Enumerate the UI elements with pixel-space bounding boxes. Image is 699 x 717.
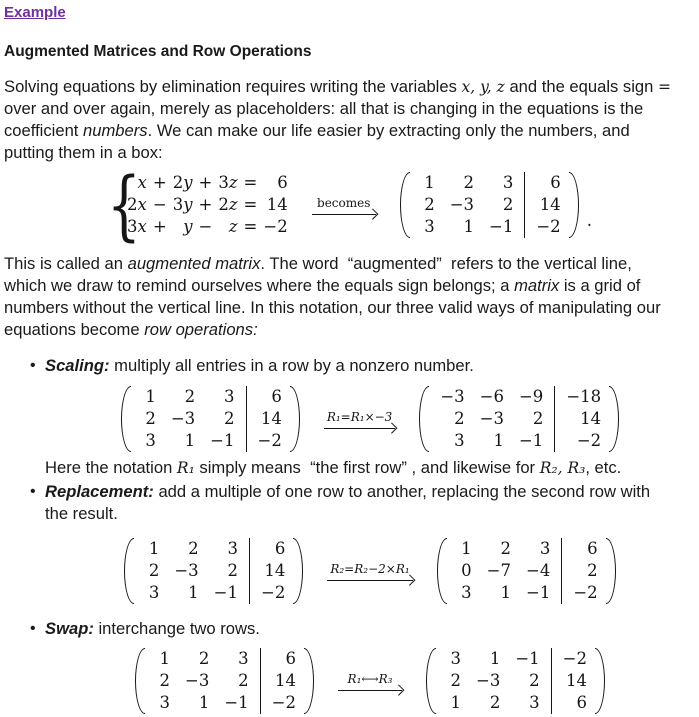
replacement-arrow — [327, 562, 412, 581]
text-line — [4, 319, 695, 341]
matrix-cell: −9 — [518, 387, 544, 406]
matrix-cell: 6 — [524, 172, 566, 194]
matrix-grid — [134, 538, 293, 604]
bullet-replacement-body — [45, 481, 695, 612]
matrix-grid — [131, 386, 290, 452]
matrix-cell: 2 — [561, 560, 603, 582]
matrix-cell: −3 — [449, 195, 475, 214]
swap-left-matrix — [135, 648, 314, 714]
equation-cell: + — [198, 195, 213, 214]
text-segment: Scaling: — [45, 356, 110, 375]
matrix-cell: 2 — [529, 671, 540, 690]
text-segment: . The word “augmented” refers to the vertical line, — [260, 254, 632, 273]
text-segment: putting them in a box: — [4, 143, 163, 162]
matrix-cell: −1 — [518, 431, 544, 450]
matrix-cell: 2 — [238, 671, 249, 690]
matrix-cell: 2 — [500, 539, 511, 558]
matrix-cell: −7 — [486, 561, 511, 580]
replacement-display — [45, 538, 695, 604]
matrix-cell: 14 — [246, 408, 288, 430]
matrix-cell: 3 — [227, 539, 238, 558]
text-segment: R₂, R₃ — [539, 459, 586, 477]
matrix-cell: 3 — [159, 693, 171, 712]
text-line — [45, 355, 695, 377]
bullet-swap-body — [45, 618, 695, 714]
text-line — [4, 76, 695, 98]
matrix-cell: 3 — [454, 431, 465, 450]
matrix-cell: −6 — [479, 387, 504, 406]
arrow-label-becomes: becomes — [317, 195, 371, 210]
left-paren-icon — [121, 386, 131, 452]
equation-cell: + — [198, 173, 213, 192]
equation-cell: 2x — [127, 195, 147, 214]
matrix-cell: −3 — [170, 409, 196, 428]
example-link[interactable]: Example — [4, 4, 66, 21]
equation-cell: 3y — [172, 195, 193, 214]
equation-cell: − — [152, 195, 167, 214]
equation-cell: = — [243, 217, 258, 236]
matrix-cell: 2 — [188, 539, 199, 558]
left-curly-brace-icon — [107, 172, 127, 238]
becomes-display — [4, 172, 695, 238]
bullet-scaling-body — [45, 355, 695, 479]
equation-cell: y — [183, 217, 193, 236]
bullet-icon — [30, 481, 45, 612]
text-segment: simply means “the first row” , and likewise for — [194, 458, 540, 477]
equation-cell: 2z — [218, 195, 238, 214]
becomes-arrow — [312, 196, 376, 215]
matrix-cell: 2 — [489, 693, 501, 712]
matrix-cell: −2 — [249, 582, 291, 604]
matrix-cell: 2 — [227, 561, 238, 580]
matrix-cell: −2 — [260, 692, 302, 714]
replacement-result-matrix — [437, 538, 616, 604]
scaling-arrow — [324, 410, 396, 429]
arrow-label-replacement: R₂=R₂−2×R₁ — [330, 561, 410, 576]
text-segment: Here the notation — [45, 458, 177, 477]
matrix-cell: 2 — [198, 649, 210, 668]
text-segment: which we draw to remind ourselves where the equals sign belongs; a — [4, 276, 515, 295]
right-paren-icon — [569, 172, 579, 238]
equation-cell: 6 — [277, 173, 288, 192]
matrix-cell: 6 — [260, 648, 302, 670]
matrix-cell: 2 — [424, 195, 435, 214]
left-paren-icon — [426, 648, 436, 714]
matrix-cell: 2 — [450, 671, 461, 690]
augmented-matrix-original — [400, 172, 579, 238]
bullet-swap — [4, 618, 695, 714]
text-segment: numbers without the vertical line. In this notation, our three valid ways of manipulating our — [4, 298, 661, 317]
text-segment: row operations: — [144, 320, 258, 339]
text-segment: = — [657, 78, 671, 96]
equation-system — [107, 172, 288, 238]
matrix-cell: 3 — [424, 217, 435, 236]
matrix-cell: 3 — [450, 649, 461, 668]
matrix-cell: 3 — [461, 583, 472, 602]
matrix-cell: 1 — [463, 217, 475, 236]
scaling-text — [45, 355, 695, 377]
text-line — [4, 98, 695, 120]
text-segment: the result. — [45, 504, 118, 523]
matrix-cell: −1 — [224, 693, 249, 712]
right-paren-icon — [293, 538, 303, 604]
right-arrow-icon — [312, 210, 376, 215]
matrix-cell: −1 — [210, 431, 235, 450]
scaling-display — [45, 386, 695, 452]
matrix-cell: −3 — [479, 409, 504, 428]
swap-arrow — [338, 672, 402, 691]
matrix-cell: −1 — [489, 217, 514, 236]
matrix-cell: 2 — [463, 173, 475, 192]
matrix-cell: −2 — [524, 216, 566, 238]
right-arrow-icon — [338, 686, 402, 691]
matrix-cell: −3 — [476, 671, 501, 690]
text-segment: R₁ — [176, 459, 195, 477]
right-paren-icon — [595, 648, 605, 714]
matrix-cell: −3 — [174, 561, 199, 580]
sentence-period: . — [586, 211, 592, 230]
matrix-cell: 14 — [551, 670, 593, 692]
swap-result-matrix — [426, 648, 605, 714]
text-segment: coefficient — [4, 121, 84, 140]
swap-text — [45, 618, 695, 640]
matrix-cell: −3 — [185, 671, 210, 690]
augmented-matrix-paragraph — [4, 253, 695, 341]
matrix-cell: 14 — [524, 194, 566, 216]
text-line — [45, 457, 695, 479]
equation-cell: = — [243, 173, 258, 192]
left-paren-icon — [135, 648, 145, 714]
text-segment: x, y, z — [461, 78, 505, 96]
right-paren-icon — [609, 386, 619, 452]
equation-cell: + — [152, 217, 167, 236]
matrix-cell: 1 — [493, 431, 504, 450]
matrix-cell: 0 — [461, 561, 472, 580]
equation-cell: − — [198, 217, 213, 236]
equation-cell: 3x — [127, 217, 147, 236]
matrix-cell: 1 — [500, 583, 511, 602]
text-line — [45, 503, 695, 525]
matrix-cell: 14 — [260, 670, 302, 692]
matrix-cell: 6 — [249, 538, 291, 560]
matrix-cell: 3 — [238, 649, 249, 668]
matrix-cell: 6 — [561, 538, 603, 560]
matrix-cell: 3 — [145, 431, 156, 450]
equation-grid — [127, 172, 288, 238]
text-segment: equations become — [4, 320, 145, 339]
matrix-cell: 1 — [450, 693, 461, 712]
text-segment: augmented matrix — [127, 254, 261, 273]
text-segment: add a multiple of one row to another, replacing the second row with — [153, 482, 651, 501]
equation-cell: z — [228, 217, 238, 236]
bullet-icon — [30, 355, 45, 479]
scaling-left-matrix — [121, 386, 300, 452]
matrix-cell: 3 — [529, 693, 540, 712]
matrix-cell: −18 — [554, 386, 607, 408]
text-segment: numbers — [83, 121, 148, 140]
row-notation-note — [45, 457, 695, 479]
replacement-left-matrix — [124, 538, 303, 604]
matrix-cell: 1 — [461, 539, 472, 558]
right-paren-icon — [606, 538, 616, 604]
text-segment: and the equals sign — [504, 77, 658, 96]
right-arrow-icon — [324, 424, 396, 429]
matrix-cell: 2 — [502, 195, 514, 214]
matrix-cell: 2 — [159, 671, 171, 690]
matrix-cell: 1 — [198, 693, 210, 712]
text-line — [45, 618, 695, 640]
text-segment: matrix — [514, 276, 560, 295]
text-line — [4, 297, 695, 319]
matrix-cell: 1 — [159, 649, 171, 668]
matrix-cell: 2 — [454, 409, 465, 428]
bullet-icon — [30, 618, 45, 714]
text-segment: , etc. — [585, 458, 622, 477]
text-segment: Solving equations by elimination requires writing the variables — [4, 77, 462, 96]
matrix-cell: 1 — [145, 387, 156, 406]
matrix-cell: −2 — [554, 430, 607, 452]
matrix-cell: −4 — [526, 561, 551, 580]
left-paren-icon — [400, 172, 410, 238]
matrix-cell: 6 — [551, 692, 593, 714]
arrow-label-swap: R₁⟷R₃ — [347, 671, 393, 686]
matrix-cell: −1 — [526, 583, 551, 602]
equation-cell: = — [243, 195, 258, 214]
replacement-text — [45, 481, 695, 525]
matrix-cell: 1 — [184, 431, 196, 450]
matrix-cell: 3 — [502, 173, 514, 192]
equation-cell: x — [137, 173, 147, 192]
left-paren-icon — [419, 386, 429, 452]
text-segment: interchange two rows. — [93, 619, 260, 638]
matrix-cell: 1 — [148, 539, 160, 558]
section-heading: Augmented Matrices and Row Operations — [4, 43, 312, 60]
matrix-cell: 1 — [188, 583, 199, 602]
matrix-grid — [447, 538, 606, 604]
matrix-cell: 6 — [246, 386, 288, 408]
matrix-cell: 14 — [249, 560, 291, 582]
equation-cell: + — [152, 173, 167, 192]
text-segment: multiply all entries in a row by a nonzero number. — [109, 356, 474, 375]
equation-cell: −2 — [263, 217, 288, 236]
matrix-cell: 2 — [532, 409, 544, 428]
matrix-cell: 2 — [148, 561, 160, 580]
matrix-cell: 2 — [145, 409, 156, 428]
text-line — [4, 253, 695, 275]
matrix-cell: −2 — [561, 582, 603, 604]
right-paren-icon — [304, 648, 314, 714]
text-line — [4, 275, 695, 297]
matrix-cell: −3 — [440, 387, 465, 406]
equation-cell: 14 — [266, 195, 288, 214]
matrix-cell: 2 — [224, 409, 235, 428]
matrix-cell: −1 — [213, 583, 238, 602]
matrix-grid — [410, 172, 569, 238]
scaling-result-matrix — [419, 386, 619, 452]
right-arrow-icon — [327, 576, 412, 581]
matrix-cell: 14 — [554, 408, 607, 430]
matrix-grid — [145, 648, 304, 714]
matrix-cell: −2 — [246, 430, 288, 452]
matrix-cell: 3 — [148, 583, 160, 602]
matrix-grid — [436, 648, 595, 714]
text-segment: is a grid of — [559, 276, 641, 295]
text-segment: Swap: — [45, 619, 94, 638]
matrix-grid — [429, 386, 609, 452]
matrix-cell: 1 — [489, 649, 501, 668]
matrix-cell: −1 — [515, 649, 540, 668]
bullet-replacement — [4, 481, 695, 612]
matrix-cell: 1 — [424, 173, 435, 192]
text-segment: Replacement: — [45, 482, 154, 501]
matrix-cell: 3 — [539, 539, 551, 558]
text-line — [4, 120, 695, 142]
matrix-cell: 3 — [224, 387, 235, 406]
right-paren-icon — [290, 386, 300, 452]
bullet-scaling — [4, 355, 695, 479]
matrix-cell: −2 — [551, 648, 593, 670]
text-segment: . We can make our life easier by extracting only the numbers, and — [147, 121, 630, 140]
equation-cell: 3z — [218, 173, 238, 192]
swap-display — [45, 648, 695, 714]
intro-paragraph — [4, 76, 695, 164]
text-segment: This is called an — [4, 254, 128, 273]
arrow-label-scaling: R₁=R₁×−3 — [326, 409, 393, 424]
matrix-cell: 2 — [184, 387, 196, 406]
text-segment: over and over again, merely as placeholders: all that is changing in the equations is the — [4, 99, 644, 118]
left-paren-icon — [437, 538, 447, 604]
text-line — [45, 481, 695, 503]
equation-cell: 2y — [172, 173, 193, 192]
left-paren-icon — [124, 538, 134, 604]
